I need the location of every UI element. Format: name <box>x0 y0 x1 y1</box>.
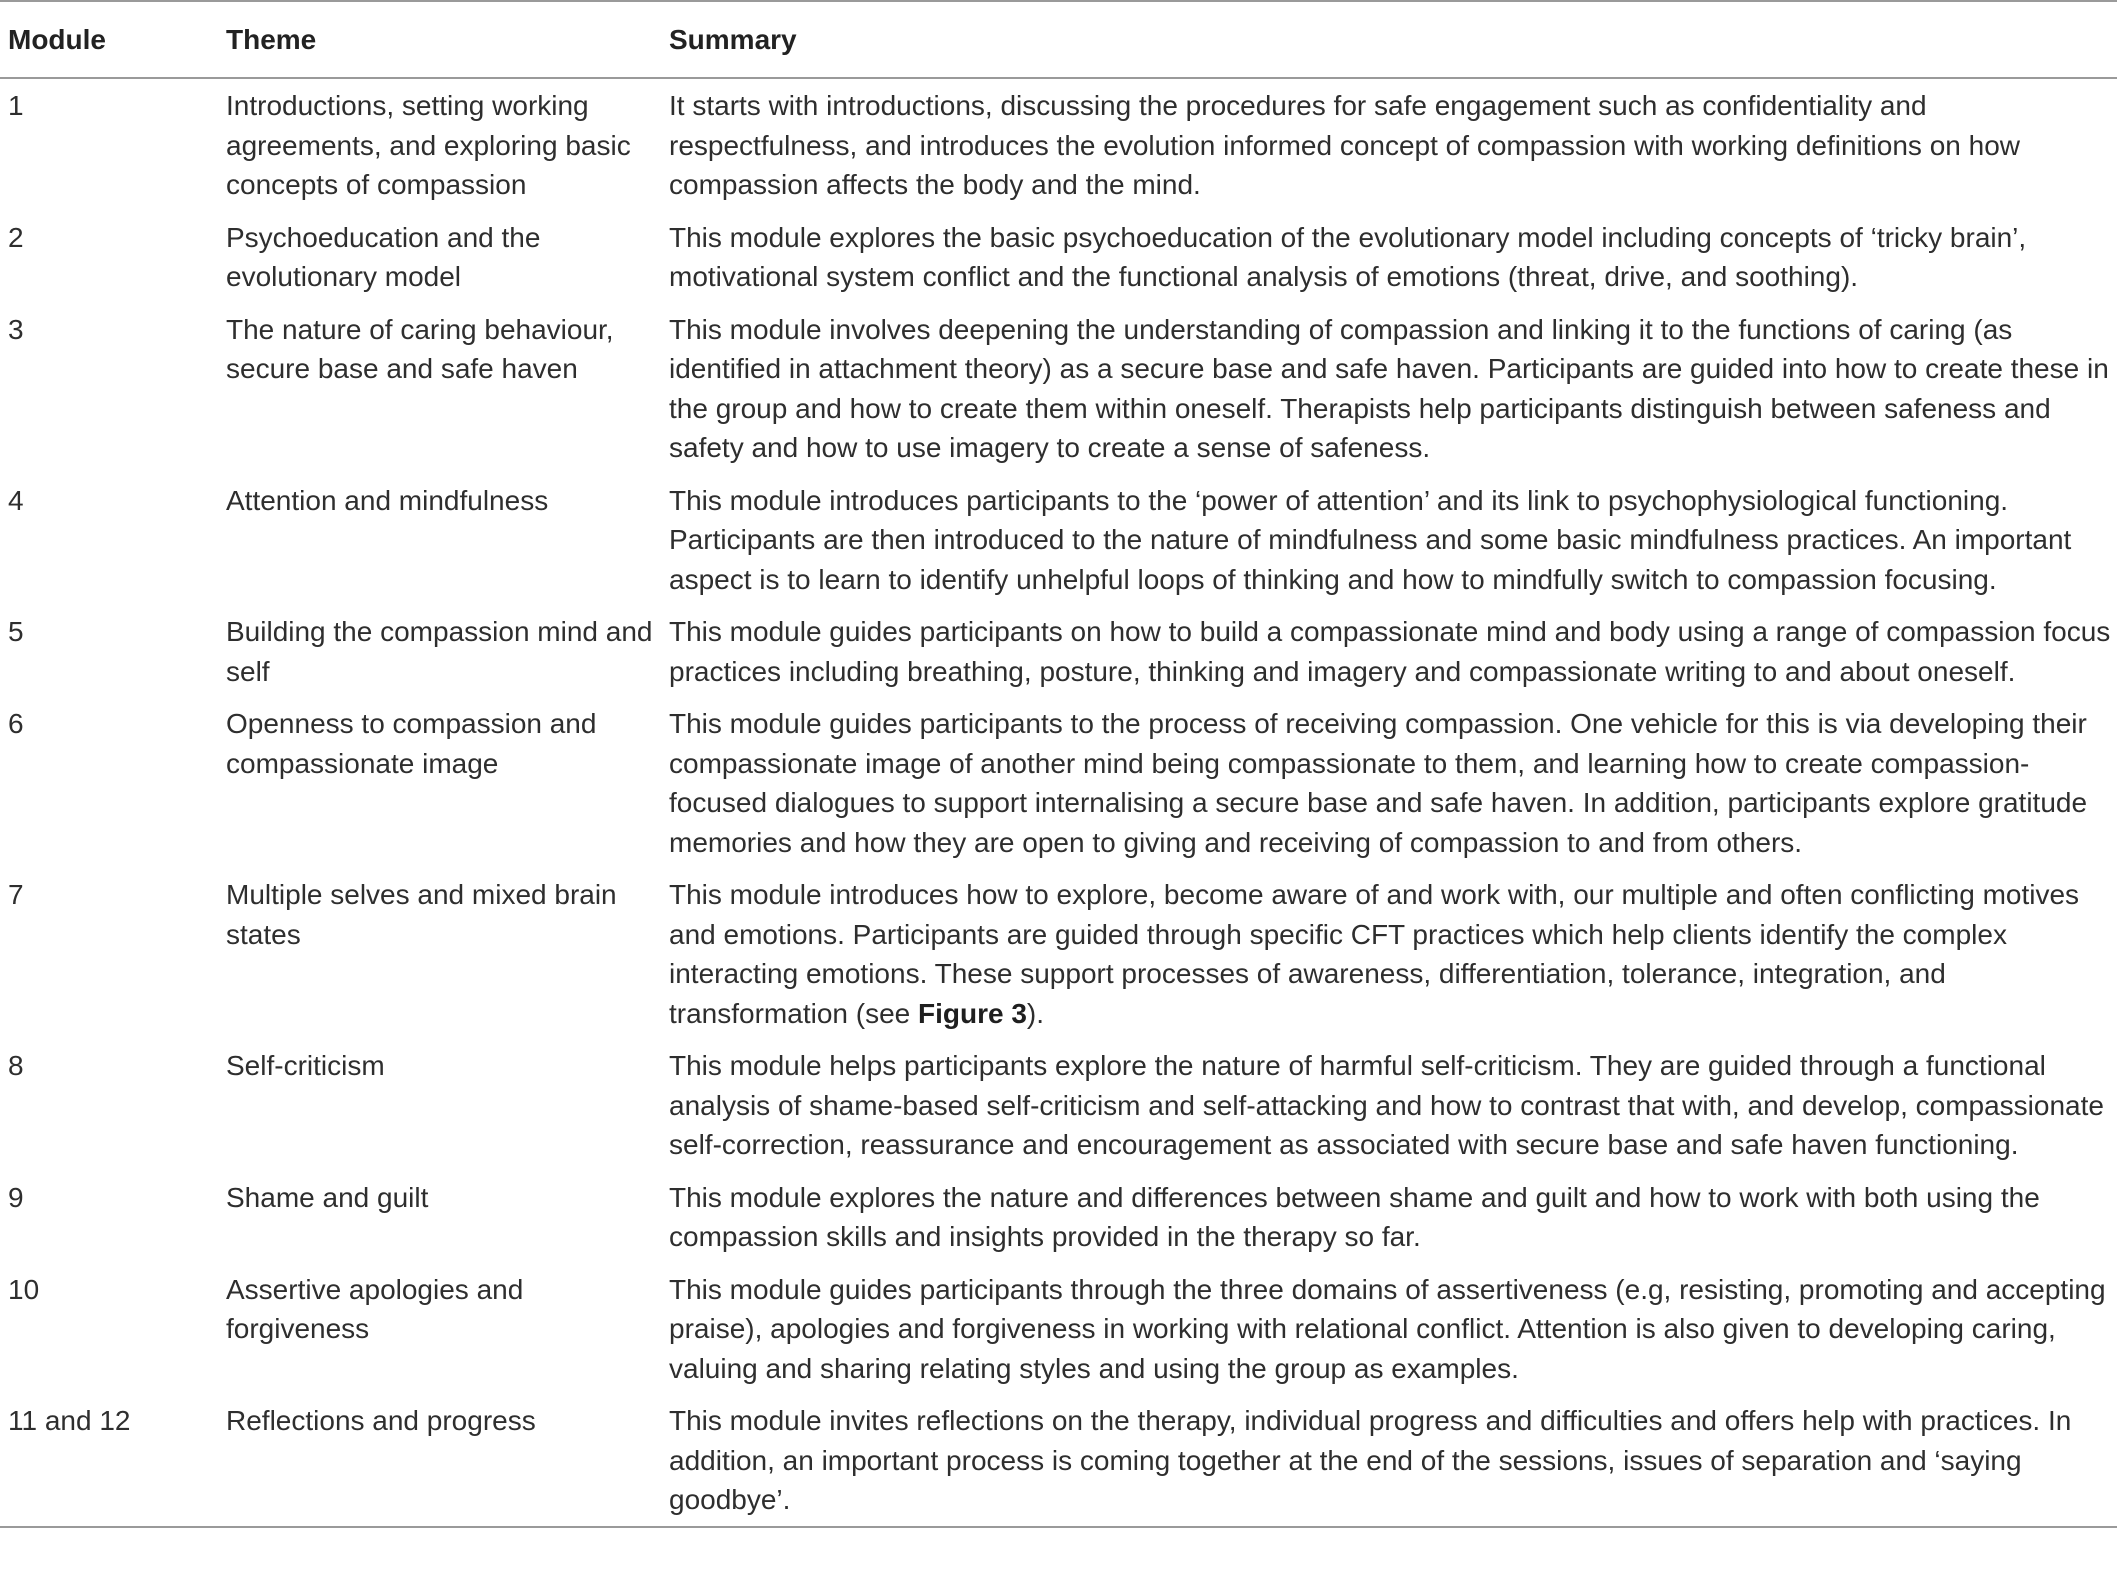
module-number: 4 <box>8 484 24 516</box>
table-row <box>0 78 2117 211</box>
module-summary: This module explores the basic psychoeducation of the evolutionary model including concepts of ‘tricky brain’, motivational system conflict and the functional analysis of emotions (threat, drive, and soothing). <box>669 221 2027 292</box>
table-row <box>0 697 2117 868</box>
table-row <box>0 1039 2117 1171</box>
table-row <box>0 1263 2117 1395</box>
module-summary: This module involves deepening the understanding of compassion and linking it to the functions of caring (as identified in attachment theory) as a secure base and safe haven. Participants are guided into how to create these in the group and how to create them within oneself. Therapists help participants distinguish between safeness and safety and how to use imagery to create a sense of safeness. <box>669 313 2109 463</box>
module-theme: Introductions, setting working agreements, and exploring basic concepts of compassion <box>226 90 631 200</box>
figure-reference: Figure 3 <box>918 997 1027 1029</box>
module-number: 6 <box>8 708 24 739</box>
module-number: 10 <box>8 1273 40 1305</box>
module-theme: Shame and guilt <box>226 1181 429 1213</box>
table-row <box>0 605 2117 697</box>
table-row <box>0 1394 2117 1527</box>
module-number: 1 <box>8 90 24 121</box>
table-row <box>0 303 2117 474</box>
module-theme: The nature of caring behaviour, secure base and safe haven <box>226 313 614 384</box>
module-number: 3 <box>8 313 24 345</box>
table-row <box>0 474 2117 606</box>
module-summary: This module guides participants on how to build a compassionate mind and body using a range of compassion focus practices including breathing, posture, thinking and imagery and compassionate writing to and about oneself. <box>669 616 2111 687</box>
table-row <box>0 1171 2117 1263</box>
table-body <box>0 78 2117 1527</box>
module-theme: Assertive apologies and forgiveness <box>226 1273 524 1344</box>
table-row <box>0 211 2117 303</box>
module-number: 11 and 12 <box>0 1394 226 1527</box>
summary-text-end: ). <box>1026 997 1045 1029</box>
summary-text: This module introduces how to explore, become aware of and work with, our multiple and often conflicting motives and emotions. Participants are guided through specific CFT practices which help clients identify the complex interacting emotions. These support processes of awareness, differentiation, tolerance, integration, and transformation (see <box>669 879 2080 1029</box>
module-theme: Psychoeducation and the evolutionary model <box>226 221 541 292</box>
header-row <box>0 1 2117 78</box>
module-summary: It starts with introductions, discussing the procedures for safe engagement such as confidentiality and respectfulness, and introduces the evolution informed concept of compassion with working definitions on how compassion affects the body and the mind. <box>669 90 2020 200</box>
module-summary: This module invites reflections on the therapy, individual progress and difficulties and offers help with practices. In addition, an important process is coming together at the end of the sessions, issues of separation and ‘saying goodbye’. <box>669 1394 2117 1527</box>
module-summary: This module helps participants explore the nature of harmful self-criticism. They are guided through a functional analysis of shame-based self-criticism and self-attacking and how to contrast that with, and develop, compassionate self-correction, reassurance and encouragement as associated with secure base and safe haven functioning. <box>669 1050 2104 1160</box>
module-number: 7 <box>8 879 24 910</box>
module-summary: This module introduces participants to the ‘power of attention’ and its link to psychophysiological functioning. Participants are then introduced to the nature of mindfulness and some basic mindfulness practices. An important aspect is to learn to identify unhelpful loops of thinking and how to mindfully switch to compassion focusing. <box>669 484 2072 595</box>
header-summary: Summary <box>669 1 2117 78</box>
module-theme: Openness to compassion and compassionate image <box>226 708 597 779</box>
module-number: 5 <box>8 616 24 647</box>
module-theme: Self-criticism <box>226 1050 385 1081</box>
module-number: 2 <box>8 221 24 253</box>
module-theme: Multiple selves and mixed brain states <box>226 879 617 950</box>
module-number: 8 <box>8 1050 24 1081</box>
module-summary: This module guides participants to the process of receiving compassion. One vehicle for this is via developing their compassionate image of another mind being compassionate to them, and learning how to create compassion-focused dialogues to support internalising a secure base and safe haven. In addition, participants explore gratitude memories and how they are open to giving and receiving of compassion to and from others. <box>669 708 2088 858</box>
module-summary: This module guides participants through the three domains of assertiveness (e.g, resisting, promoting and accepting praise), apologies and forgiveness in working with relational conflict. Attention is also given to developing caring, valuing and sharing relating styles and using the group as examples. <box>669 1273 2106 1384</box>
header-theme: Theme <box>226 1 669 78</box>
module-number: 9 <box>8 1181 24 1213</box>
module-summary <box>669 868 2117 1039</box>
module-theme: Building the compassion mind and self <box>226 616 653 687</box>
table-row <box>0 868 2117 1039</box>
table-header <box>0 1 2117 78</box>
module-theme: Attention and mindfulness <box>226 484 549 516</box>
module-theme: Reflections and progress <box>226 1394 669 1527</box>
module-summary: This module explores the nature and differences between shame and guilt and how to work with both using the compassion skills and insights provided in the therapy so far. <box>669 1181 2040 1252</box>
header-module: Module <box>0 1 226 78</box>
